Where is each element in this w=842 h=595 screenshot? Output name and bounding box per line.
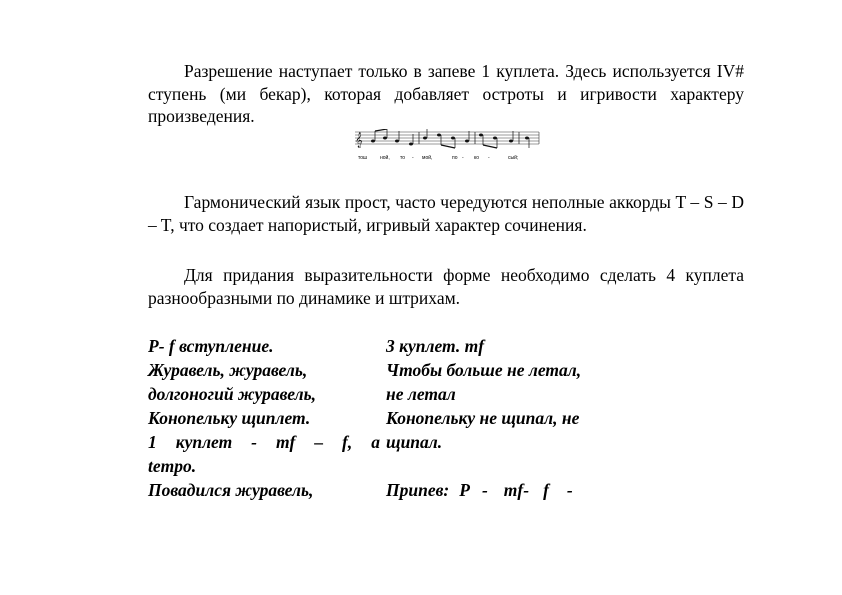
verse-line: долгоногий журавель, [148, 384, 316, 404]
dynamics-token: - [251, 432, 257, 452]
lyric-syllable: - [488, 155, 490, 161]
paragraph-harmony-text: Гармонический язык прост, часто чередуются неполные аккорды T – S – D – T, что создает напористый, игривый характер сочинения. [148, 192, 744, 235]
verse-line: щипал. [386, 432, 443, 452]
lyric-syllable: ко [474, 155, 480, 161]
dynamics-token: P [459, 480, 470, 500]
left-column-verses [148, 334, 380, 502]
lyric-syllable: по [452, 155, 458, 161]
svg-text:𝄞: 𝄞 [355, 133, 363, 148]
lyric-syllable: - [462, 155, 464, 161]
right-column-verses [386, 334, 626, 502]
dynamics-token: - [566, 480, 573, 500]
dynamics-token: mf- [503, 480, 530, 500]
lyric-syllable: ной, [380, 155, 390, 161]
verse-line: Конопельку щиплет. [148, 408, 311, 428]
music-staff [355, 129, 541, 155]
music-lyrics [358, 154, 542, 164]
intro-dynamics-line: P- f вступление. [148, 336, 274, 356]
refrain-dynamics-line [386, 478, 626, 502]
verse-line: Журавель, журавель, [148, 360, 308, 380]
verse-line: не летал [386, 384, 456, 404]
verse-line: Конопельку не щипал, не [386, 408, 580, 428]
verse-line: Чтобы больше не летал, [386, 360, 582, 380]
tempo-line: tempo. [148, 456, 197, 476]
paragraph-harmony [148, 191, 744, 236]
paragraph-resolution-text: Разрешение наступает только в запеве 1 куплета. Здесь используется IV# ступень (ми бекар), которая добавляет остроты и игривости характеру произведения. [148, 61, 744, 126]
verse-3-dynamics-line: 3 куплет. mf [386, 336, 485, 356]
blank-line [386, 454, 626, 478]
paragraph-resolution [148, 60, 744, 128]
lyric-syllable: тош [358, 155, 368, 161]
dynamics-token: - [481, 480, 488, 500]
dynamics-token: – [314, 432, 324, 452]
paragraph-expressiveness [148, 264, 744, 309]
dynamics-token: mf [275, 432, 296, 452]
lyric-syllable: то [400, 155, 406, 161]
paragraph-expressiveness-text: Для придания выразительности форме необходимо сделать 4 куплета разнообразными по динамике и штрихам. [148, 265, 744, 308]
lyric-syllable: - [412, 155, 414, 161]
refrain-label: Припев: [386, 480, 450, 500]
verse-line: Повадился журавель, [148, 480, 314, 500]
dynamics-token: a [371, 432, 380, 452]
lyric-syllable: сый; [508, 155, 519, 161]
lyric-syllable: мой, [422, 155, 433, 161]
dynamics-token: куплет [175, 432, 233, 452]
dynamics-token: f [543, 480, 549, 500]
dynamics-token: f, [342, 432, 353, 452]
verse-1-dynamics-line [148, 430, 380, 454]
dynamics-token: 1 [148, 432, 157, 452]
